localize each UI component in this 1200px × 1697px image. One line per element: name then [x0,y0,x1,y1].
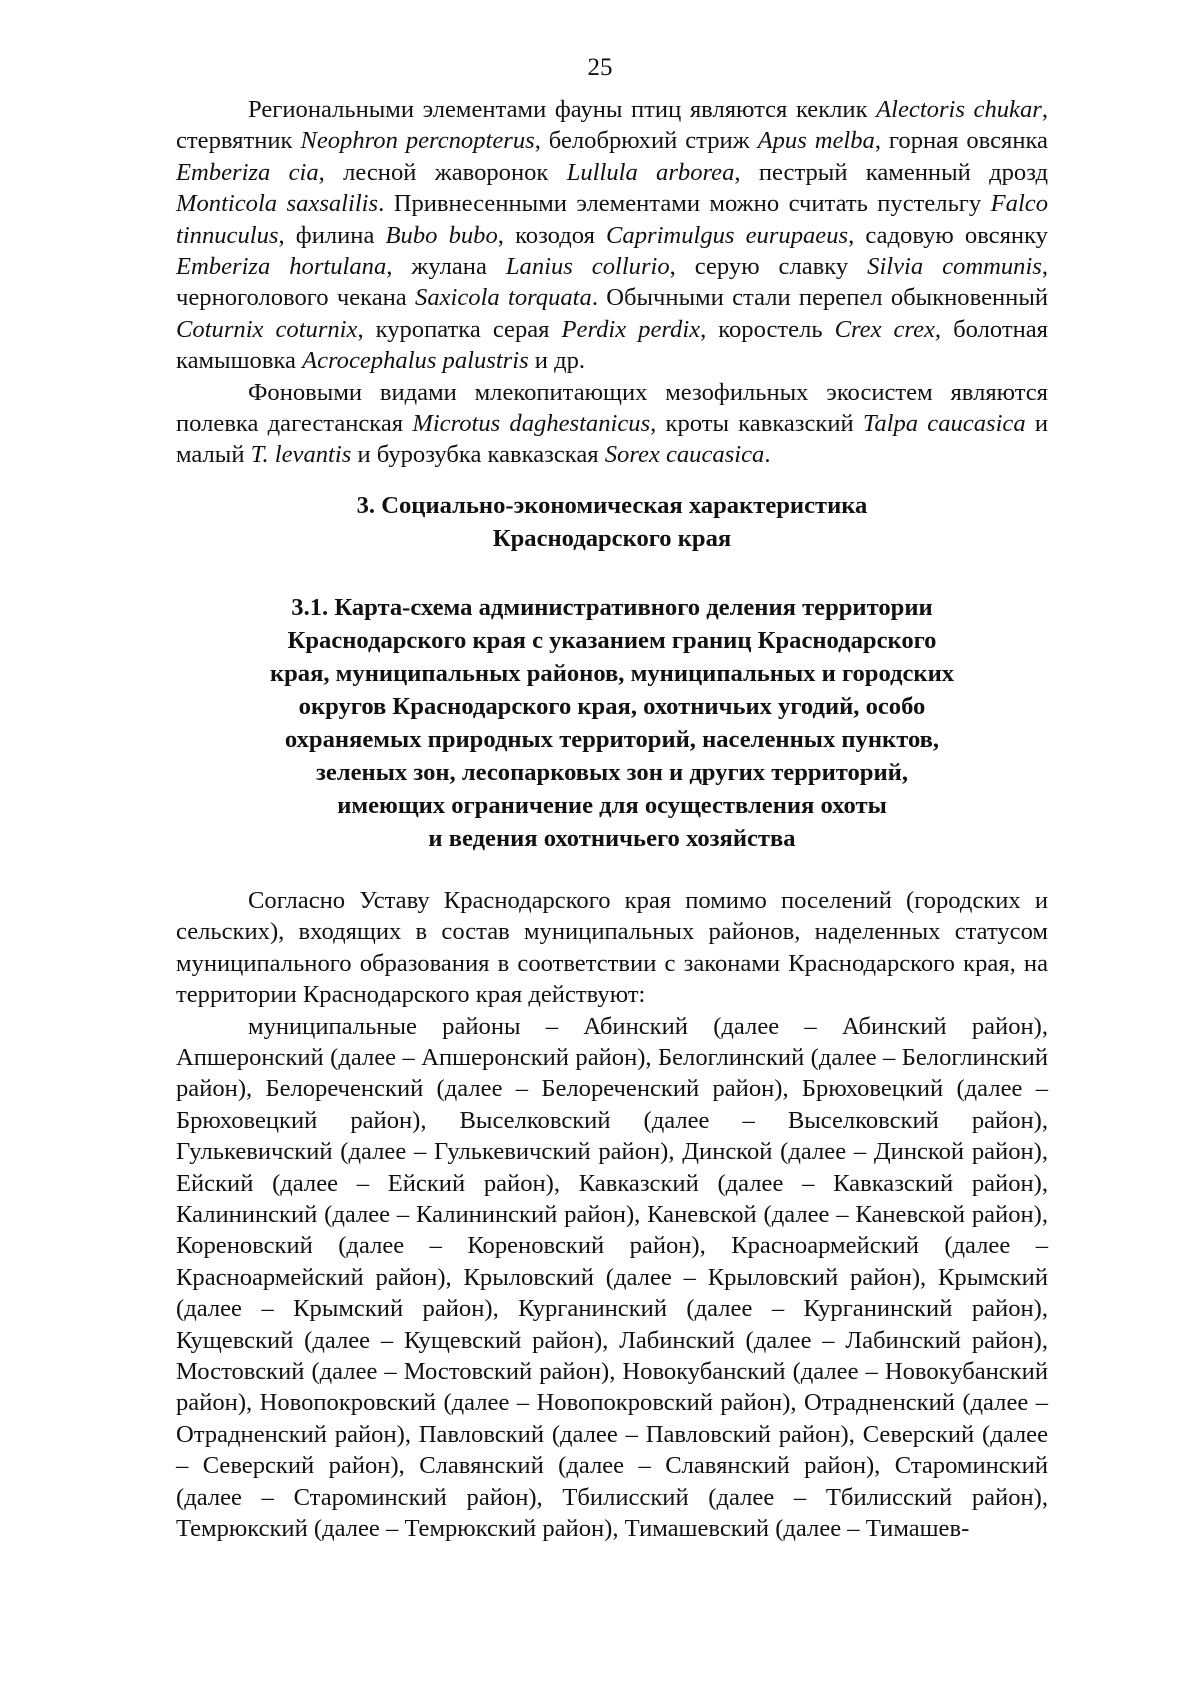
species-name: Saxicola torquata [415,284,592,312]
section-heading-line: Краснодарского края [492,524,732,552]
text-run: , стервятник [176,96,1048,155]
subsection-heading-line: и ведения охотничьего хозяйства [428,824,796,852]
species-name: Neophron percnopterus [300,127,535,155]
species-name: Alectoris chukar [876,96,1042,123]
text-run: , серую славку [669,253,868,281]
subsection-heading-line: края, муниципальных районов, муниципальных и городских [269,659,955,687]
subsection-heading-line: округов Краснодарского края, охотничьих угодий, особо [298,692,926,720]
text-run: и малый [176,410,1048,469]
species-name: Lanius collurio [505,253,670,281]
paragraph-charter: Согласно Уставу Краснодарского края помимо поселений (городских и сельских), входящих в состав муниципальных районов, наделенных статусом муниципального образования в соответствии с законами Краснодарского края, на территории Краснодарского края действуют: [176,886,1048,1009]
species-name: T. levantis [250,441,352,469]
text-run: . [764,441,771,469]
text-run: . Привнесенными элементами можно считать пустельгу [378,190,991,218]
species-name: Bubo bubo [385,221,498,249]
species-name: Falco tinnuculus [176,190,1048,249]
text-run: , куропатка серая [357,315,562,343]
text-run: , пестрый каменный дрозд [734,158,1048,186]
species-name: Microtus daghestanicus [412,410,651,438]
species-name: Emberiza cia [176,158,319,186]
species-name: Caprimulgus eurupaeus [606,221,849,249]
text-run: . Обычными стали перепел обыкновенный [591,284,1048,312]
species-name: Apus melba [757,127,875,155]
species-name: Perdix perdix [561,315,701,343]
text-run: , кроты кавказский [650,410,863,438]
species-name: Talpa caucasica [862,410,1026,438]
subsection-heading-line: 3.1. Карта-схема административного деления территории [291,593,933,621]
text-run: , коростель [700,315,835,343]
subsection-heading-line: имеющих ограничение для осуществления охоты [337,791,887,819]
page-number: 25 [587,54,613,81]
species-name: Silvia communis [867,253,1042,281]
section-heading-line: 3. Социально-экономическая характеристика [356,491,868,519]
text-run: Фоновыми видами млекопитающих мезофильных экосистем являются полевка дагестанская [176,378,1048,438]
section-heading [176,489,1048,555]
species-name: Emberiza hortulana [176,253,387,281]
species-name: Acrocephalus palustris [302,347,529,375]
subsection-heading-line: зеленых зон, лесопарковых зон и других территорий, [316,758,908,786]
text-run: Региональными элементами фауны птиц являются кеклик [248,96,877,123]
paragraph-districts: муниципальные районы – Абинский (далее – Абинский район), Апшеронский (далее – Апшеронский район), Белоглинский (далее – Белоглинский район), Белореченский (далее – Белореченский район), Брюховецкий (далее – Брюховецкий район), Выселковский (далее – Выселковский район), Гулькевичский (далее – Гулькевичский район), Динской (далее – Динской район), Ейский (далее – Ейский район), Кавказский (далее – Кавказский район), Калининский (далее – Калининский район), Каневской (далее – Каневской район), Кореновский (далее – Кореновский район), Красноармейский (далее – Красноармейский район), Крыловский (далее – Крыловский район), Крымский (далее – Крымский район), Курганинский (далее – Курганинский район), Кущевский (далее – Кущевский район), Лабинский (далее – Лабинский район), Мостовский (далее – Мостовский район), Новокубанский (далее – Новокубанский район), Новопокровский (далее – Новопокровский район), Отрадненский (далее – Отрадненский район), Павловский (далее – Павловский район), Северский (далее – Северский район), Славянский (далее – Славянский район), Староминский (далее – Староминский район), Тбилисский (далее – Тбилисский район), Темрюкский (далее – Темрюкский район), Тимашевский (далее – Тимашев- [176,1012,1048,1542]
text-run: , жулана [386,253,506,281]
text-run: болотная камышовка [176,315,1048,375]
text-run: , белобрюхий стриж [534,127,758,155]
text-run: , лесной жаворонок [318,158,567,186]
text-run: , садовую овсянку [848,221,1048,249]
subsection-heading-line: охраняемых природных территорий, населенных пунктов, [284,725,940,753]
text-run: , козодоя [497,221,607,249]
text-run: , черноголового чекана [176,253,1049,312]
subsection-heading-line: Краснодарского края с указанием границ Краснодарского [287,626,937,654]
species-name: Lullula arborea [566,158,735,186]
species-name: Monticola saxsalilis [176,190,379,218]
paragraph-mammals [176,377,1048,471]
text-run: , филина [278,221,386,249]
subsection-heading [176,591,1048,855]
paragraph-birds [176,94,1048,377]
species-name: Coturnix coturnix [176,315,358,343]
page-body [176,94,1048,1544]
species-name: Sorex caucasica [604,441,765,469]
text-run: , горная овсянка [874,127,1048,155]
species-name: Crex crex, [834,315,942,343]
text-run: и бурозубка кавказская [351,441,605,469]
text-run: и др. [528,347,586,375]
